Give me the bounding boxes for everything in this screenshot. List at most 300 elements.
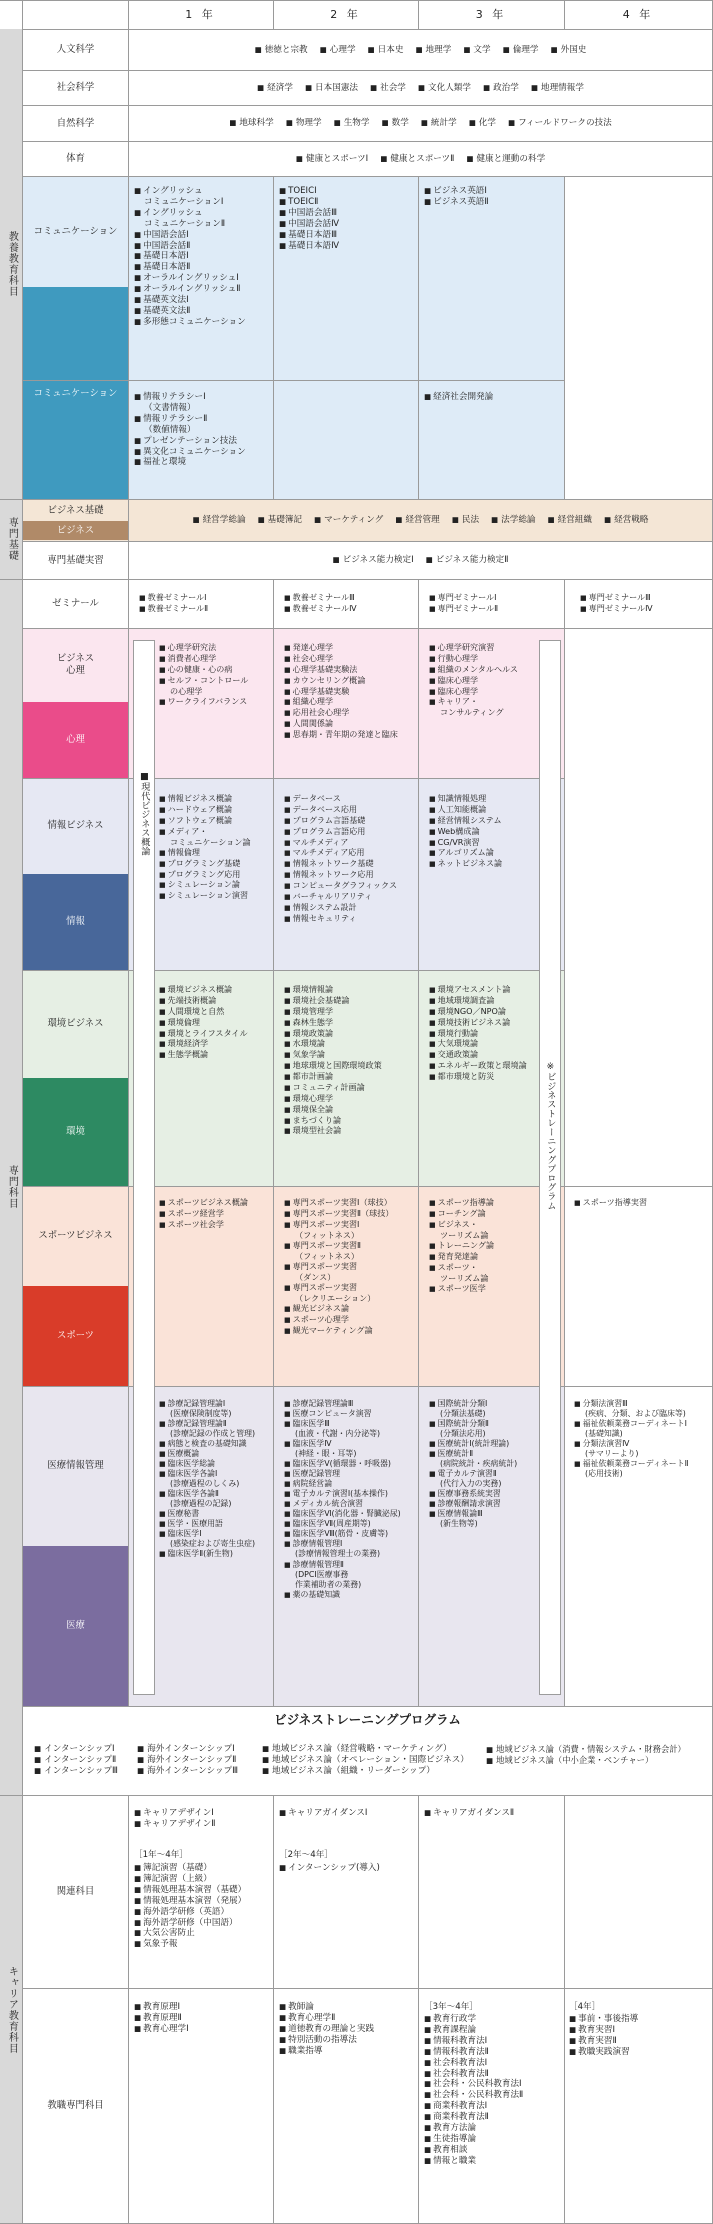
category-sports-biz: スポーツビジネス (38, 1230, 113, 1242)
course-item: ■ 教養ゼミナールⅢ (284, 592, 418, 603)
category-biz-psych: ビジネス 心理 (56, 653, 95, 676)
course-item: ■ 福祉と環境 (134, 457, 272, 468)
course-item: ■ 社会学 (370, 83, 406, 94)
training-col4 (486, 1744, 686, 1765)
course-item: ■ 基礎英文法Ⅰ (134, 295, 272, 306)
course-item: ■ 大気公害防止 (134, 1928, 272, 1939)
course-item: ■ インターンシップⅠ (34, 1744, 118, 1755)
related-y2a (279, 1808, 417, 1819)
course-item: ■ 環境とライフスタイル (159, 1028, 273, 1039)
comm1-y1-list (134, 186, 272, 328)
course-item: ■ 経営組織 (548, 515, 592, 526)
course-item: ■ 海外語学研修（中国語） (134, 1918, 272, 1929)
course-item: ■ 環境アセスメント論 (429, 984, 537, 995)
course-item: ■ 環境心理学 (284, 1093, 418, 1104)
course-item: ■ 応用社会心理学 (284, 707, 418, 718)
course-item: ■ 情報ネットワーク応用 (284, 869, 418, 880)
course-item: ■ ソフトウェア概論 (159, 815, 273, 826)
course-item: ■ 思春期・青年期の発達と臨床 (284, 729, 418, 740)
course-item: ■ 統計学 (421, 118, 457, 129)
course-item: ■ 専門スポーツ実習 （レクリエーション） (284, 1282, 418, 1303)
info-y3 (429, 793, 537, 869)
course-item: ■ 教育心理学Ⅱ (279, 2013, 417, 2024)
year-header-1: 1 年 (185, 7, 216, 21)
course-item: ■ 経営管理 (395, 515, 439, 526)
course-item: ■ 民法 (452, 515, 479, 526)
env-y2 (284, 984, 418, 1136)
course-item: ■ 数学 (382, 118, 409, 129)
course-item: ■ 臨床医学Ⅴ(循環器・呼吸器) (284, 1459, 418, 1469)
training-program-title: ビジネストレーニングプログラム (274, 1712, 461, 1727)
tag-business: ビジネス (56, 524, 95, 536)
course-item: ■ 情報ビジネス概論 (159, 793, 273, 804)
course-item: ■ 物理学 (286, 118, 322, 129)
course-item: ■ プログラミング基礎 (159, 858, 273, 869)
course-item: ■ 簿記演習（基礎） (134, 1863, 272, 1874)
seminar-y1 (139, 592, 273, 614)
course-item: ■ 医学・医療用語 (159, 1519, 273, 1529)
course-item: ■ 教養ゼミナールⅣ (284, 603, 418, 614)
course-item: ■ 水環境論 (284, 1038, 418, 1049)
training-col1 (34, 1744, 118, 1777)
category-psych: 心理 (66, 734, 85, 746)
course-item: ■ 多形態コミュニケーション (134, 317, 272, 328)
course-item: ■ 地域ビジネス論（中小企業・ベンチャー） (486, 1755, 686, 1766)
course-item: ■ データベース応用 (284, 804, 418, 815)
course-item: ■ 臨床医学各論Ⅰ (診療過程のしくみ) (159, 1469, 273, 1489)
course-item: ■ 日本国憲法 (305, 83, 358, 94)
course-item: ■ 医療統計Ⅱ (病院統計・疾病統計) (429, 1449, 537, 1469)
course-item: ■ 気象予報 (134, 1939, 272, 1950)
course-item: ■ 経済学 (257, 83, 293, 94)
course-item: ■ 国際統計分類Ⅰ (分類法基礎) (429, 1399, 537, 1419)
course-item: ■ 臨床医学各論Ⅱ (診療過程の記録) (159, 1489, 273, 1509)
course-item: ■ 教職実践演習 (569, 2047, 709, 2058)
course-item: ■ 心理学基礎実験 (284, 686, 418, 697)
psych-y2 (284, 642, 418, 740)
course-item: ■ 情報セキュリティ (284, 913, 418, 924)
course-item: ■ シミュレーション演習 (159, 890, 273, 901)
category-seminar: ゼミナール (52, 598, 99, 610)
course-item: ■ 基礎日本語Ⅳ (279, 241, 417, 252)
course-item: ■ マルチメディア応用 (284, 847, 418, 858)
category-info: 情報 (66, 916, 85, 928)
course-item: ■ 教養ゼミナールⅠ (139, 592, 273, 603)
course-item: ■ CG/VR演習 (429, 837, 537, 848)
course-item: ■ 心理学基礎実験法 (284, 664, 418, 675)
course-item: ■ シミュレーション論 (159, 879, 273, 890)
course-item: ■ 教育行政学 (424, 2014, 562, 2025)
course-item: ■ 専門ゼミナールⅣ (580, 603, 710, 614)
course-item: ■ 環境NGO／NPO論 (429, 1006, 537, 1017)
course-item: ■ ビジネス能力検定Ⅰ (333, 555, 414, 566)
course-item: ■ 海外語学研修（英語） (134, 1907, 272, 1918)
course-item: ■ 海外インターンシップⅢ (137, 1766, 238, 1777)
course-item: ■ 専門スポーツ実習Ⅱ（球技） (284, 1208, 418, 1219)
course-item: ■ 心理学研究法 (159, 642, 273, 653)
course-item: ■ 中国語会話Ⅳ (279, 219, 417, 230)
course-item: ■ 人間関係論 (284, 718, 418, 729)
course-item: ■ スポーツ指導論 (429, 1197, 537, 1208)
course-item: ■ 大気環境論 (429, 1038, 537, 1049)
comm2-y3-list (424, 392, 562, 403)
category-social: 社会科学 (56, 82, 95, 94)
seminar-y2 (284, 592, 418, 614)
course-item: ■ セルフ・コントロール の心理学 (159, 675, 273, 696)
course-item: ■ 環境行動論 (429, 1028, 537, 1039)
training-program-box (539, 640, 561, 1695)
course-item: ■ インターンシップⅡ (34, 1755, 118, 1766)
course-item: ■ 環境型社会論 (284, 1125, 418, 1136)
teacher-y4 (569, 2014, 709, 2058)
course-item: ■ 基礎日本語Ⅰ (134, 251, 272, 262)
course-item: ■ 教育原理Ⅰ (134, 2002, 272, 2013)
course-item: ■ 観光ビジネス論 (284, 1303, 418, 1314)
year-header-2: 2 年 (330, 7, 361, 21)
course-item: ■ 福祉依頼業務コーディネートⅠ (基礎知識) (574, 1419, 712, 1439)
course-item: ■ 都市環境と防災 (429, 1071, 537, 1082)
course-item: ■ 社会科教育法Ⅰ (424, 2058, 562, 2069)
course-item: ■ 電子カルテ演習Ⅰ(基本操作) (284, 1489, 418, 1499)
course-item: ■ 商業科教育法Ⅰ (424, 2101, 562, 2112)
category-communication-1: コミュニケーション (33, 226, 118, 238)
course-item: ■ 中国語会話Ⅲ (279, 208, 417, 219)
env-y3 (429, 984, 537, 1082)
course-item: ■ バーチャルリアリティ (284, 891, 418, 902)
course-item: ■ 診療記録管理論Ⅰ (医療保険制度等) (159, 1399, 273, 1419)
course-item: ■ 基礎英文法Ⅱ (134, 306, 272, 317)
course-item: ■ 行動心理学 (429, 653, 537, 664)
course-item: ■ 健康とスポーツⅠ (296, 154, 368, 165)
course-item: ■ 環境倫理 (159, 1017, 273, 1028)
course-item: ■ 地理学 (415, 45, 451, 56)
course-item: ■ 心理学研究演習 (429, 642, 537, 653)
course-item: ■ カウンセリング概論 (284, 675, 418, 686)
course-item: ■ コーチング論 (429, 1208, 537, 1219)
psych-y1 (159, 642, 273, 707)
course-item: ■ 専門ゼミナールⅠ (429, 592, 563, 603)
course-item: ■ 診療記録管理論Ⅱ (診療記録の作成と管理) (159, 1419, 273, 1439)
course-item: ■ 情報リテラシーⅡ （数値情報） (134, 414, 272, 436)
course-item: ■ 専門スポーツ実習Ⅰ（球技） (284, 1197, 418, 1208)
course-item: ■ オーラルイングリッシュⅡ (134, 284, 272, 295)
course-item: ■ 健康とスポーツⅡ (380, 154, 454, 165)
course-item: ■ スポーツ指導実習 (574, 1197, 710, 1208)
course-item: ■ 薬の基礎知識 (284, 1590, 418, 1600)
course-item: ■ スポーツ経営学 (159, 1208, 273, 1219)
course-item: ■ 都市計画論 (284, 1071, 418, 1082)
psych-y3 (429, 642, 537, 718)
course-item: ■ まちづくり論 (284, 1115, 418, 1126)
course-item: ■ 情報ネットワーク基礎 (284, 858, 418, 869)
category-related: 関連科目 (56, 1886, 95, 1898)
natural-courses (129, 106, 712, 141)
course-item: ■ 社会心理学 (284, 653, 418, 664)
course-item: ■ 情報システム設計 (284, 902, 418, 913)
course-item: ■ 海外インターンシップⅠ (137, 1744, 238, 1755)
course-item: ■ 心理学 (320, 45, 356, 56)
category-medical: 医療 (66, 1620, 85, 1632)
course-item: ■ 地域環境調査論 (429, 995, 537, 1006)
course-item: ■ 専門ゼミナールⅢ (580, 592, 710, 603)
course-item: ■ 環境保全論 (284, 1104, 418, 1115)
course-item: ■ 道徳教育の理論と実践 (279, 2024, 417, 2035)
course-item: ■ 環境ビジネス概論 (159, 984, 273, 995)
course-item: ■ 外国史 (551, 45, 587, 56)
info-y2 (284, 793, 418, 924)
teacher-y3 (424, 2014, 562, 2167)
course-item: ■ ハードウェア概論 (159, 804, 273, 815)
course-item: ■ コンピュータグラフィックス (284, 880, 418, 891)
course-item: ■ 臨床心理学 (429, 686, 537, 697)
category-sports: スポーツ (56, 1330, 95, 1342)
course-item: ■ 法学総論 (491, 515, 535, 526)
course-item: ■ スポーツ・ ツーリズム論 (429, 1262, 537, 1283)
course-item: ■ イングリッシュ コミュニケーションⅠ (134, 186, 272, 208)
category-medical-mgmt: 医療情報管理 (47, 1460, 104, 1472)
course-item: ■ 教養ゼミナールⅡ (139, 603, 273, 614)
course-item: ■ 経営戦略 (604, 515, 648, 526)
course-item: ■ マルチメディア (284, 837, 418, 848)
course-item: ■ 医療記録管理 (284, 1469, 418, 1479)
course-item: ■ 先端技術概論 (159, 995, 273, 1006)
course-item: ■ メディア・ コミュニケーション論 (159, 826, 273, 847)
course-item: ■ 化学 (469, 118, 496, 129)
course-item: ■ イングリッシュ コミュニケーションⅡ (134, 208, 272, 230)
course-item: ■ キャリアガイダンスⅠ (279, 1808, 417, 1819)
course-item: ■ 医療事務系統実習 (429, 1489, 537, 1499)
course-item: ■ キャリアガイダンスⅡ (424, 1808, 562, 1819)
course-item: ■ 人間環境と自然 (159, 1006, 273, 1017)
sports-y1 (159, 1197, 273, 1230)
course-item: ■ 気象学論 (284, 1049, 418, 1060)
category-pe: 体育 (66, 153, 85, 165)
related-y2b (279, 1863, 417, 1874)
course-item: ■ オーラルイングリッシュⅠ (134, 273, 272, 284)
course-item: ■ 環境経済学 (159, 1038, 273, 1049)
sports-y3 (429, 1197, 537, 1294)
course-item: ■ 社会科・公民科教育法Ⅰ (424, 2079, 562, 2090)
course-item: ■ 経営情報システム (429, 815, 537, 826)
course-item: ■ 徳徳と宗教 (255, 45, 308, 56)
course-item: ■ 簿記演習（上級） (134, 1874, 272, 1885)
course-item: ■ エネルギー政策と環境論 (429, 1060, 537, 1071)
course-item: ■ プログラム言語基礎 (284, 815, 418, 826)
course-item: ■ 専門スポーツ実習Ⅰ （フィットネス） (284, 1219, 418, 1240)
course-item: ■ 生物学 (334, 118, 370, 129)
category-info-biz: 情報ビジネス (47, 820, 104, 832)
course-item: ■ 人工知能概論 (429, 804, 537, 815)
course-item: ■ 環境社会基礎論 (284, 995, 418, 1006)
sports-y4 (574, 1197, 710, 1208)
course-item: ■ 生態学概論 (159, 1049, 273, 1060)
year-header-4: 4 年 (622, 7, 654, 21)
course-item: ■ 臨床医学Ⅲ (血液・代謝・内分泌等) (284, 1419, 418, 1439)
course-item: ■ 教育実習Ⅰ (569, 2025, 709, 2036)
env-y1 (159, 984, 273, 1060)
course-item: ■ 基礎簿記 (258, 515, 302, 526)
course-item: ■ 教師論 (279, 2002, 417, 2013)
course-item: ■ 分類法演習Ⅲ (疾病、分類、および臨床等) (574, 1399, 712, 1419)
comm2-y1-list (134, 392, 272, 468)
course-item: ■ 発達心理学 (284, 642, 418, 653)
course-item: ■ 情報処理基本演習（発展） (134, 1896, 272, 1907)
course-item: ■ 国際統計分類Ⅱ (分類法応用) (429, 1419, 537, 1439)
medical-y2 (284, 1399, 418, 1600)
course-item: ■ 臨床医学総論 (159, 1459, 273, 1469)
modern-business-box (133, 640, 155, 1695)
course-item: ■ 専門スポーツ実習 （ダンス） (284, 1261, 418, 1282)
social-courses (129, 71, 712, 105)
course-item: ■ プログラム言語応用 (284, 826, 418, 837)
category-biz-basic: ビジネス基礎 (47, 504, 104, 516)
course-item: ■ 医療統計Ⅰ(統計理論) (429, 1439, 537, 1449)
course-item: ■ コミュニティ計画論 (284, 1082, 418, 1093)
course-item: ■ 商業科教育法Ⅱ (424, 2112, 562, 2123)
teacher-y4-note: ［4年］ (569, 2002, 601, 2012)
course-item: ■ 消費者心理学 (159, 653, 273, 664)
course-item: ■ 病態と検査の基礎知識 (159, 1439, 273, 1449)
course-item: ■ 専門スポーツ実習Ⅱ （フィットネス） (284, 1240, 418, 1261)
side-career: キャリア教育科目 (0, 1795, 22, 2224)
course-item: ■ 情報倫理 (159, 847, 273, 858)
category-natural: 自然科学 (56, 117, 95, 129)
course-item: ■ 病院経営論 (284, 1479, 418, 1489)
course-item: ■ 教育原理Ⅱ (134, 2013, 272, 2024)
course-item: ■ 地域ビジネス論（オペレーション・国際ビジネス） (262, 1755, 469, 1766)
course-item: ■ 臨床医学Ⅱ(新生物) (159, 1549, 273, 1559)
course-item: ■ 医療コンピュータ演習 (284, 1409, 418, 1419)
course-item: ■ 地球環境と国際環境政策 (284, 1060, 418, 1071)
course-item: ■ 教育実習Ⅱ (569, 2036, 709, 2047)
teacher-y2 (279, 2002, 417, 2057)
course-item: ■ 環境管理学 (284, 1006, 418, 1017)
course-item: ■ 特別活動の指導法 (279, 2035, 417, 2046)
course-item: ■ ワークライフバランス (159, 696, 273, 707)
course-item: ■ 社会科・公民科教育法Ⅱ (424, 2090, 562, 2101)
biz-basic-courses (129, 500, 712, 541)
course-item: ■ 診療情報管理Ⅱ (DPCI医療事務 作業補助者の業務) (284, 1560, 418, 1590)
humanities-courses (129, 30, 712, 70)
course-item: ■ 日本史 (368, 45, 404, 56)
course-item: ■ 福祉依頼業務コーディネートⅡ (応用技術) (574, 1459, 712, 1479)
course-item: ■ 環境情報論 (284, 984, 418, 995)
course-item: ■ 診療記録管理論Ⅲ (284, 1399, 418, 1409)
course-item: ■ 臨床医学Ⅵ(消化器・腎臓泌尿) (284, 1509, 418, 1519)
course-item: ■ 臨床心理学 (429, 675, 537, 686)
course-item: ■ 海外インターンシップⅡ (137, 1755, 238, 1766)
course-item: ■ 臨床医学Ⅶ(周産期等) (284, 1519, 418, 1529)
course-item: ■ 医療概論 (159, 1449, 273, 1459)
course-item: ■ キャリアデザインⅠ (134, 1808, 272, 1819)
training-program-vertical-label: ※ビジネストレーニングプログラム (544, 1061, 556, 1210)
course-item: ■ 教育心理学Ⅰ (134, 2024, 272, 2035)
category-humanities: 人文科学 (56, 44, 95, 56)
year-header-3: 3 年 (475, 7, 507, 21)
side-basic: 専門基礎 (0, 499, 22, 579)
category-env: 環境 (66, 1126, 85, 1138)
related-y1a (134, 1808, 272, 1830)
course-item: ■ 職業指導 (279, 2046, 417, 2057)
course-item: ■ インターンシップⅢ (34, 1766, 118, 1777)
course-item: ■ 情報科教育法Ⅰ (424, 2036, 562, 2047)
course-item: ■ 事前・事後指導 (569, 2014, 709, 2025)
teacher-y3-note: ［3年～4年］ (424, 2002, 478, 2012)
course-item: ■ 森林生態学 (284, 1017, 418, 1028)
course-item: ■ 教育相談 (424, 2145, 562, 2156)
training-col3 (262, 1744, 469, 1777)
category-env-biz: 環境ビジネス (47, 1018, 104, 1030)
course-item: ■ ネットビジネス論 (429, 858, 537, 869)
course-item: ■ 臨床医学Ⅳ (神経・眼・耳等) (284, 1439, 418, 1459)
course-item: ■ 専門ゼミナールⅡ (429, 603, 563, 614)
course-item: ■ 倫理学 (503, 45, 539, 56)
side-major: 専門科目 (0, 579, 22, 1795)
modern-business-label: ■現代ビジネス概論 (138, 771, 150, 856)
course-item: ■ 政治学 (483, 83, 519, 94)
course-item: ■ 地域ビジネス論（経営戦略・マーケティング） (262, 1744, 469, 1755)
course-item: ■ メディカル統合演習 (284, 1499, 418, 1509)
course-item: ■ キャリアデザインⅡ (134, 1819, 272, 1830)
course-item: ■ ビジネス英語Ⅰ (424, 186, 562, 197)
medical-y1 (159, 1399, 273, 1560)
course-item: ■ 地域ビジネス論（消費・情報システム・財務会計） (486, 1744, 686, 1755)
related-y1b (134, 1863, 272, 1950)
course-item: ■ Web構成論 (429, 826, 537, 837)
medical-y3 (429, 1399, 537, 1529)
course-item: ■ 発育発達論 (429, 1251, 537, 1262)
bg-comm-y3 (419, 176, 565, 499)
course-item: ■ 情報リテラシーⅠ （文書情報） (134, 392, 272, 414)
comm1-y3-list (424, 186, 562, 208)
course-item: ■ 環境技術ビジネス論 (429, 1017, 537, 1028)
course-item: ■ 教育方法論 (424, 2123, 562, 2134)
pe-courses (129, 142, 712, 176)
course-item: ■ アルゴリズム論 (429, 847, 537, 858)
course-item: ■ データベース (284, 793, 418, 804)
medical-y4 (574, 1399, 712, 1479)
course-item: ■ 診療報酬請求演習 (429, 1499, 537, 1509)
course-item: ■ 組織のメンタルヘルス (429, 664, 537, 675)
course-item: ■ 臨床医学Ⅰ (感染症および寄生虫症) (159, 1529, 273, 1549)
course-item: ■ TOEICⅠ (279, 186, 417, 197)
course-item: ■ プログラミング応用 (159, 869, 273, 880)
info-y1 (159, 793, 273, 901)
course-item: ■ TOEICⅡ (279, 197, 417, 208)
course-item: ■ 生徒指導論 (424, 2134, 562, 2145)
course-item: ■ 経営学総論 (192, 515, 245, 526)
course-item: ■ キャリア・ コンサルティング (429, 696, 537, 717)
related-y3 (424, 1808, 562, 1819)
seminar-y3 (429, 592, 563, 614)
category-teacher: 教職専門科目 (47, 2100, 104, 2112)
course-item: ■ ビジネス英語Ⅱ (424, 197, 562, 208)
course-item: ■ 診療情報管理Ⅰ (診療情報管理士の業務) (284, 1539, 418, 1559)
course-item: ■ 情報処理基本演習（基礎） (134, 1885, 272, 1896)
basic-practice-courses (129, 542, 712, 579)
course-item: ■ スポーツ医学 (429, 1283, 537, 1294)
course-item: ■ 交通政策論 (429, 1049, 537, 1060)
comm1-y2-list (279, 186, 417, 251)
side-general: 教養教育科目 (0, 29, 22, 499)
related-y2-note: ［2年～4年］ (279, 1850, 333, 1860)
course-item: ■ フィールドワークの技法 (508, 118, 612, 129)
course-item: ■ ビジネス・ ツーリズム論 (429, 1219, 537, 1240)
teacher-y1 (134, 2002, 272, 2035)
course-item: ■ 情報と職業 (424, 2156, 562, 2167)
course-item: ■ 基礎日本語Ⅲ (279, 230, 417, 241)
course-item: ■ 観光マーケティング論 (284, 1325, 418, 1336)
